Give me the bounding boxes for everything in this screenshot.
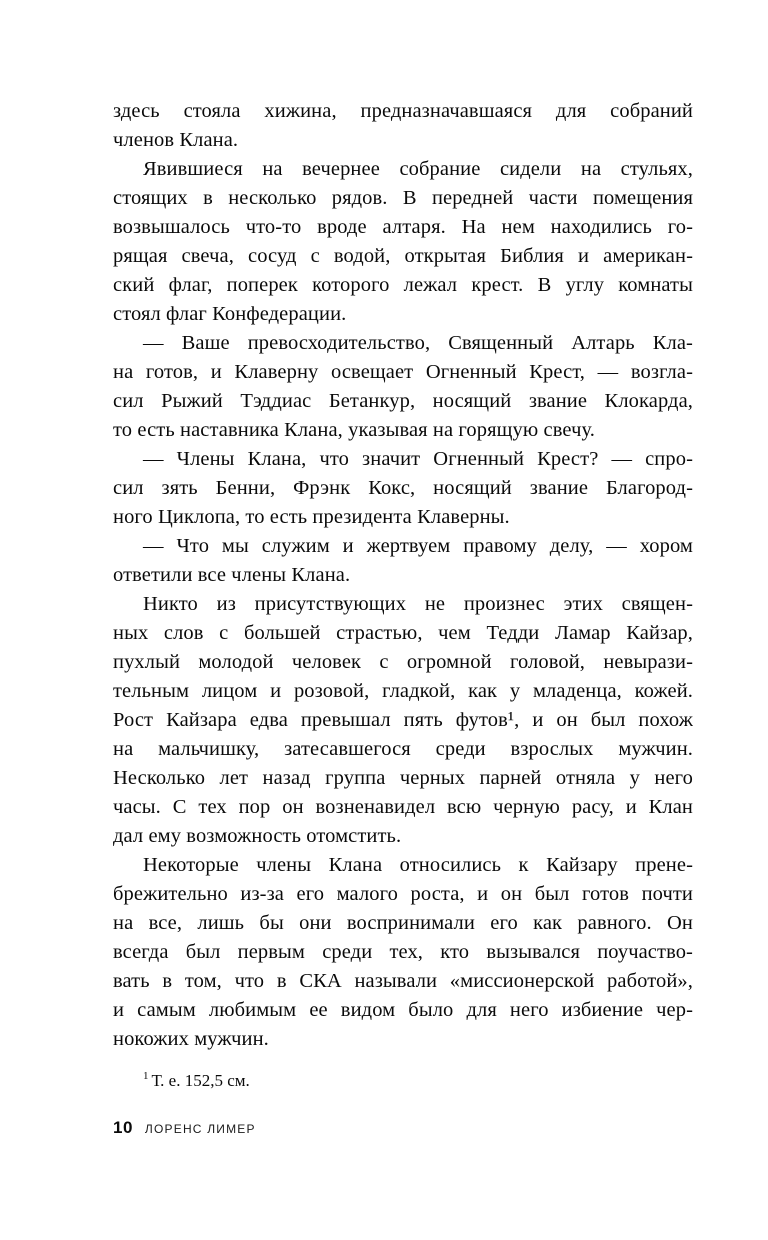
- text-line: Некоторые члены Клана относились к Кайзару прене-: [143, 854, 693, 876]
- text-block: [113, 97, 693, 1054]
- text-line: и самым любимым ее видом было для него избиение чер-: [113, 999, 693, 1021]
- text-line: возвышалось что-то вроде алтаря. На нем находились го-: [113, 216, 693, 238]
- text-line: вать в том, что в СКА называли «миссионерской работой»,: [113, 970, 693, 992]
- text-line: Несколько лет назад группа черных парней отняла у него: [113, 767, 693, 789]
- footnote-text: Т. е. 152,5 см.: [151, 1071, 250, 1090]
- text-line: ных слов с большей страстью, чем Тедди Ламар Кайзар,: [113, 622, 693, 644]
- text-line: здесь стояла хижина, предназначавшаяся для собраний: [113, 100, 693, 122]
- text-line: дал ему возможность отомстить.: [113, 825, 402, 847]
- text-line: нокожих мужчин.: [113, 1028, 269, 1050]
- text-line: членов Клана.: [113, 129, 239, 151]
- text-line: на все, лишь бы они воспринимали его как равного. Он: [113, 912, 693, 934]
- text-line: стоящих в несколько рядов. В передней части помещения: [113, 187, 693, 209]
- footnote-marker: 1: [143, 1070, 149, 1083]
- text-line: всегда был первым среди тех, кто вызывался поучаство-: [113, 941, 693, 963]
- text-line: сил зять Бенни, Фрэнк Кокс, носящий звание Благород-: [113, 477, 693, 499]
- text-line: стоял флаг Конфедерации.: [113, 303, 347, 325]
- text-line: Рост Кайзара едва превышал пять футов¹, и он был похож: [113, 709, 693, 731]
- text-line: сил Рыжий Тэддиас Бетанкур, носящий звание Клокарда,: [113, 390, 693, 412]
- text-line: рящая свеча, сосуд с водой, открытая Библия и американ-: [113, 245, 693, 267]
- text-line: Явившиеся на вечернее собрание сидели на стульях,: [143, 158, 693, 180]
- text-line: на готов, и Клаверну освещает Огненный Крест, — возгла-: [113, 361, 693, 383]
- text-line: — Что мы служим и жертвуем правому делу, — хором: [143, 535, 693, 557]
- text-line: — Члены Клана, что значит Огненный Крест? — спро-: [143, 448, 693, 470]
- text-line: ного Циклопа, то есть президента Клаверны.: [113, 506, 510, 528]
- text-line: Никто из присутствующих не произнес этих священ-: [143, 593, 693, 615]
- text-line: часы. С тех пор он возненавидел всю черную расу, и Клан: [113, 796, 693, 818]
- running-title: ЛОРЕНС ЛИМЕР: [144, 1122, 256, 1136]
- text-line: пухлый молодой человек с огромной головой, невырази-: [113, 651, 693, 673]
- text-line: — Ваше превосходительство, Священный Алтарь Кла-: [143, 332, 693, 354]
- text-line: то есть наставника Клана, указывая на горящую свечу.: [113, 419, 596, 441]
- footnote: [113, 1070, 693, 1092]
- text-line: ский флаг, поперек которого лежал крест. В углу комнаты: [113, 274, 693, 296]
- page-number: 10: [113, 1118, 133, 1137]
- text-line: брежительно из-за его малого роста, и он был готов почти: [113, 883, 693, 905]
- page-footer: [113, 1118, 693, 1138]
- text-line: тельным лицом и розовой, гладкой, как у младенца, кожей.: [113, 680, 693, 702]
- text-line: ответили все члены Клана.: [113, 564, 351, 586]
- text-line: на мальчишку, затесавшегося среди взрослых мужчин.: [113, 738, 693, 760]
